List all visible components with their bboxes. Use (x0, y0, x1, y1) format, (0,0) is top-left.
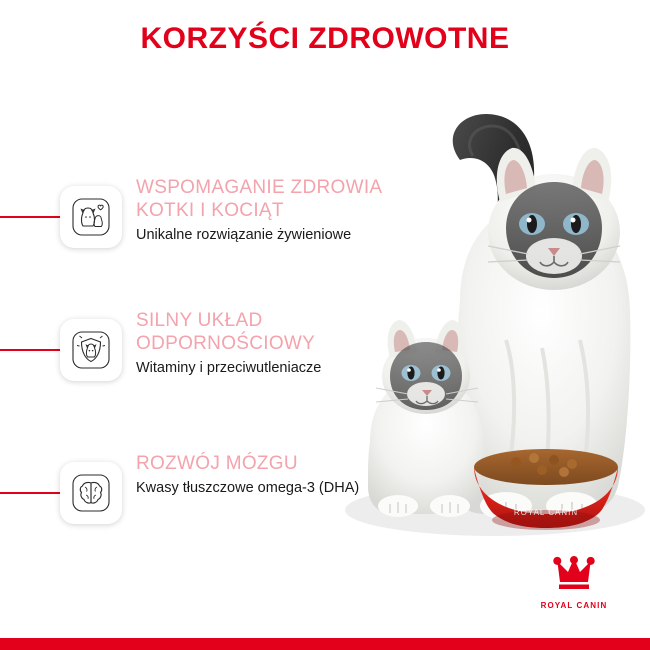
benefit-text-2 (136, 309, 436, 378)
benefit-description: Unikalne rozwiązanie żywieniowe (136, 227, 352, 243)
benefit-text-1 (136, 176, 436, 245)
brain-icon (60, 462, 122, 524)
benefit-item-3 (0, 448, 430, 556)
benefit-item-2 (0, 305, 430, 413)
benefit-item-1 (0, 172, 430, 280)
immune-shield-cat-icon (60, 319, 122, 381)
benefit-text-3 (136, 452, 436, 498)
page-title: KORZYŚCI ZDROWOTNE (140, 22, 510, 55)
bowl-brand-text: ROYAL CANIN (513, 508, 579, 517)
cat-and-kitten-heart-icon (60, 186, 122, 248)
benefit-heading: ROZWÓJ MÓZGU (136, 453, 298, 474)
brand-name: ROYAL CANIN (540, 601, 608, 610)
benefit-heading: WSPOMAGANIE ZDROWIA KOTKI I KOCIĄT (136, 177, 382, 221)
benefit-heading: SILNY UKŁAD ODPORNOŚCIOWY (136, 310, 316, 354)
benefit-description: Kwasy tłuszczowe omega-3 (DHA) (136, 480, 360, 496)
crown-icon (526, 552, 622, 602)
royal-canin-logo (526, 552, 622, 608)
benefit-description: Witaminy i przeciwutleniacze (136, 360, 322, 376)
bottom-accent-bar (0, 638, 650, 650)
connector-line (0, 492, 60, 494)
connector-line (0, 349, 60, 351)
connector-line (0, 216, 60, 218)
